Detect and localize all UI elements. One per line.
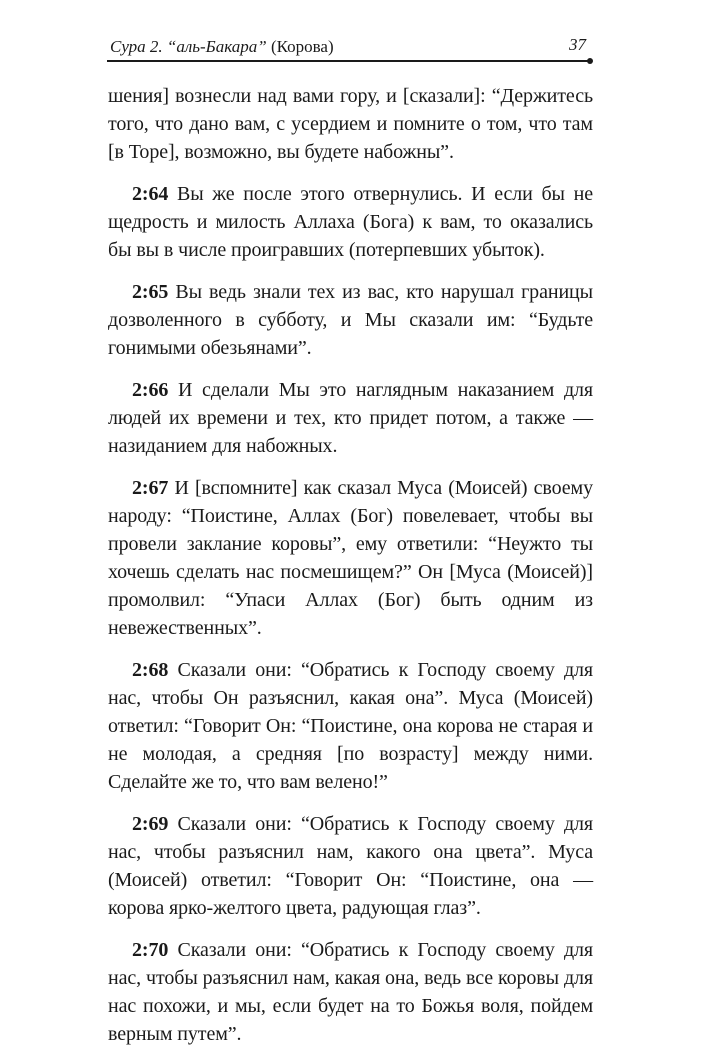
verse-2-66 <box>108 376 593 460</box>
verse-number: 2:67 <box>132 477 169 499</box>
page-body <box>108 82 593 1062</box>
verse-number: 2:65 <box>132 281 169 303</box>
verse-text: Вы же после этого отвернулись. И если бы не щедрость и милость Аллаха (Бога) к вам, то оказались бы вы в числе проигравших (потерпевших убыток). <box>108 183 593 261</box>
surah-translation: (Корова) <box>266 37 334 56</box>
verse-number: 2:69 <box>132 813 169 835</box>
verse-text: Сказали они: “Обратись к Господу своему для нас, чтобы Он разъяснил, какая она”. Муса (Моисей) ответил: “Говорит Он: “Поистине, она корова не старая и не молодая, а средняя [по возрасту] между ними. Сделайте же то, что вам велено!” <box>108 659 593 793</box>
verse-2-64 <box>108 180 593 264</box>
verse-text: И [вспомните] как сказал Муса (Моисей) своему народу: “Поистине, Аллах (Бог) повелевает, чтобы вы провели заклание коровы”, ему ответили: “Неужто ты хочешь сделать нас посмешищем?” Он [Муса (Моисей)] промолвил: “Упаси Аллах (Бог) быть одним из невежественных”. <box>108 477 593 639</box>
verse-2-69 <box>108 810 593 922</box>
verse-text: Вы ведь знали тех из вас, кто нарушал границы дозволенного в субботу, и Мы сказали им: “Будьте гонимыми обезьянами”. <box>108 281 593 359</box>
paragraph-text: шения] вознесли над вами гору, и [сказали]: “Держитесь того, что дано вам, с усердием и помните о том, что там [в Торе], возможно, вы будете набожны”. <box>108 85 593 163</box>
running-header-title <box>110 37 334 57</box>
verse-2-65 <box>108 278 593 362</box>
verse-text: И сделали Мы это наглядным наказанием для людей их времени и тех, кто придет потом, а также — назиданием для набожных. <box>108 379 593 457</box>
verse-number: 2:66 <box>132 379 169 401</box>
page-number: 37 <box>569 35 586 54</box>
verse-text: Сказали они: “Обратись к Господу своему для нас, чтобы разъяснил нам, какая она, ведь все коровы для нас похожи, и мы, если будет на то Божья воля, пойдем верным путем”. <box>108 939 593 1045</box>
verse-number: 2:70 <box>132 939 169 961</box>
verse-2-67 <box>108 474 593 642</box>
verse-2-68 <box>108 656 593 796</box>
verse-number: 2:68 <box>132 659 169 681</box>
header-rule <box>107 60 589 62</box>
verse-number: 2:64 <box>132 183 169 205</box>
verse-text: Сказали они: “Обратись к Господу своему для нас, чтобы разъяснил нам, какого она цвета”. Муса (Моисей) ответил: “Говорит Он: “Поистине, она — корова ярко-желтого цвета, радующая глаз”. <box>108 813 593 919</box>
verse-2-70 <box>108 936 593 1048</box>
running-header <box>108 33 590 59</box>
paragraph-continuation <box>108 82 593 166</box>
surah-name: Сура 2. “аль-Бакара” <box>110 37 267 56</box>
